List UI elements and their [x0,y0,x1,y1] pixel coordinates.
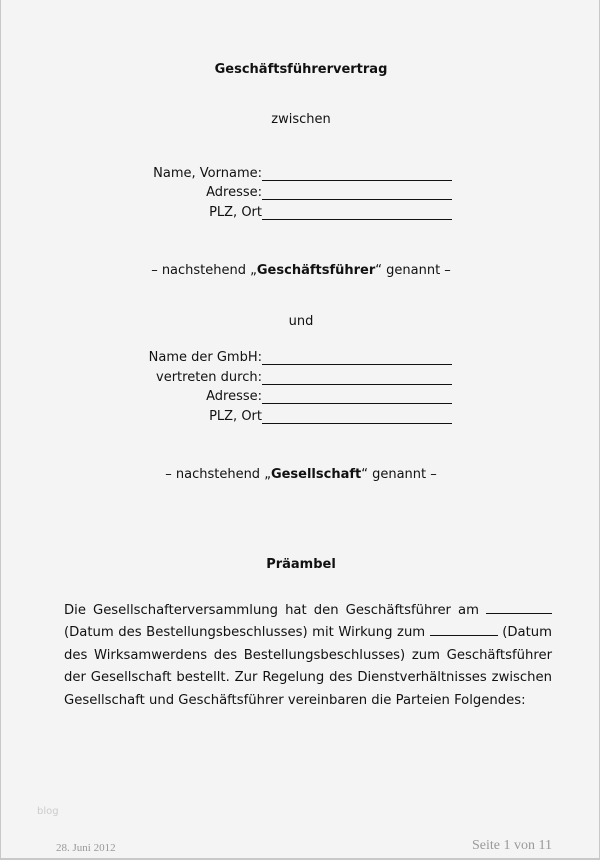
blank-line [262,199,452,200]
blank-line [262,180,452,181]
field-address: Adresse: [1,185,600,205]
document-title: Geschäftsführervertrag [214,62,388,77]
designation-managing-director: – nachstehend „Geschäftsführer“ genannt – [151,263,451,278]
blank-line [262,364,452,365]
and-text: und [288,314,314,329]
designation-company: – nachstehend „Gesellschaft“ genannt – [165,467,437,482]
between-text: zwischen [271,112,331,127]
field-company-zip-city: PLZ, Ort [1,409,600,429]
field-company-address: Adresse: [1,389,600,409]
field-name: Name, Vorname: [1,166,600,186]
date-blank [486,602,552,614]
field-company-name: Name der GmbH: [1,350,600,370]
footer-date: 28. Juni 2012 [56,842,116,854]
date-blank [430,624,498,636]
preamble-text: Die Gesellschafterversammlung hat den Geschäftsführer am (Datum des Bestellungsbeschlusses) mit Wirkung zum (Datum des Wirksamwerdens des Bestellungsbeschlusses) zum Geschäftsführer der Gesellschaft bestellt. Zur Regelung des Dienstverhältnisses zwischen Gesellschaft und Geschäftsführer vereinbaren die Parteien Folgendes: [64,603,552,708]
blank-line [262,219,452,220]
field-zip-city: PLZ, Ort [1,205,600,225]
blank-line [262,384,452,385]
page-number: Seite 1 von 11 [472,838,552,853]
field-represented-by: vertreten durch: [1,370,600,390]
blank-line [262,423,452,424]
blank-line [262,403,452,404]
preamble-heading: Präambel [266,557,336,572]
watermark: blog [37,806,59,817]
